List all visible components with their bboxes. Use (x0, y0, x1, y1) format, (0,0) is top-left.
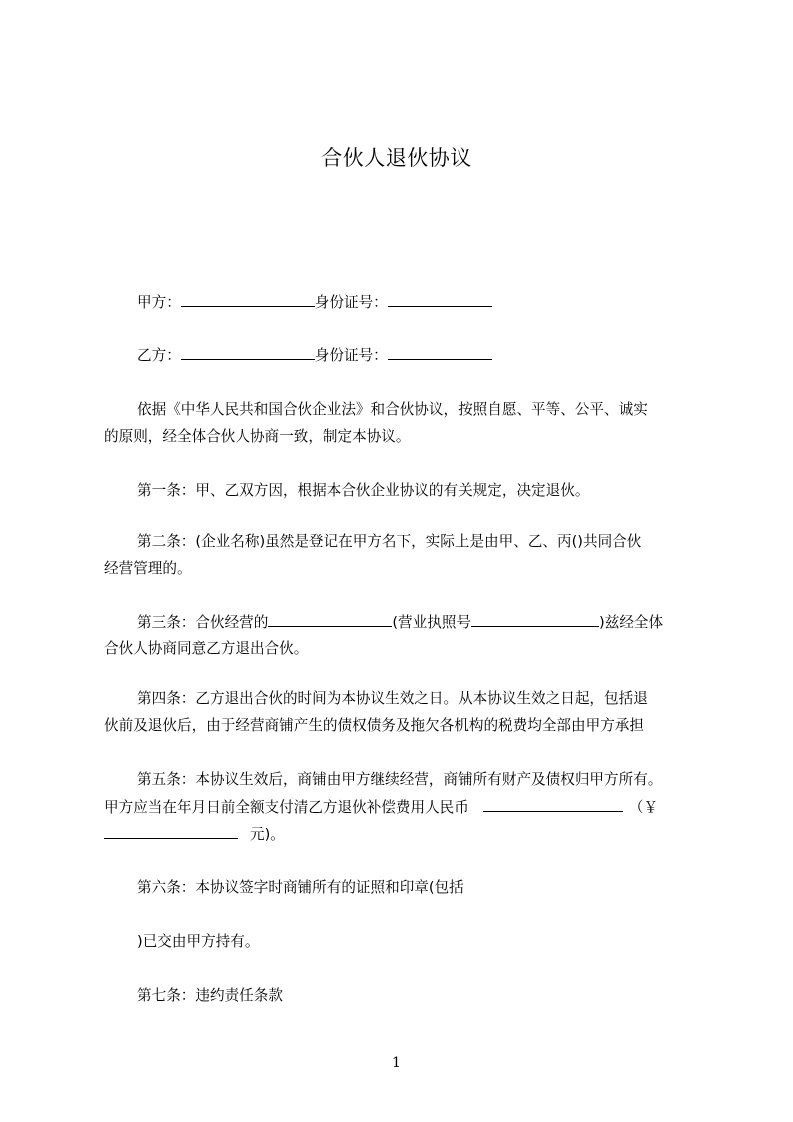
party-b-id-blank[interactable] (388, 346, 492, 360)
party-b-line (137, 346, 492, 365)
article-3-line-2: 合伙人协商同意乙方退出合伙。 (104, 640, 309, 657)
document-title: 合伙人退伙协议 (321, 146, 472, 170)
business-name-blank[interactable] (268, 613, 392, 627)
article-5-yuan: 元)。 (250, 826, 285, 843)
party-a-label: 甲方： (137, 294, 181, 311)
page-number: 1 (392, 1055, 401, 1071)
article-3-part-3: )兹经全体 (599, 614, 664, 631)
currency-symbol: （￥ (628, 799, 659, 816)
article-3-part-2: (营业执照号 (392, 614, 472, 631)
article-5-payment-text: 甲方应当在年月日前全额支付清乙方退伙补偿费用人民币 (104, 799, 469, 816)
amount-figure-blank[interactable] (104, 825, 238, 839)
preamble-line-1: 依据《中华人民共和国合伙企业法》和合伙协议，按照自愿、平等、公平、诚实 (137, 401, 648, 418)
article-1: 第一条：甲、乙双方因，根据本合伙企业协议的有关规定，决定退伙。 (137, 482, 590, 499)
article-5-line-2 (104, 798, 658, 817)
article-2-line-2: 经营管理的。 (104, 560, 192, 577)
article-5-line-1: 第五条：本协议生效后，商铺由甲方继续经营，商铺所有财产及债权归甲方所有。 (137, 771, 663, 788)
party-a-line (137, 293, 492, 312)
party-b-id-label: 身份证号： (314, 347, 388, 364)
article-5-line-3 (104, 825, 285, 844)
license-number-blank[interactable] (471, 613, 599, 627)
party-a-id-label: 身份证号： (314, 294, 388, 311)
article-4-line-1: 第四条：乙方退出合伙的时间为本协议生效之日。从本协议生效之日起，包括退 (137, 690, 648, 707)
article-4-line-2: 伙前及退伙后，由于经营商铺产生的债权债务及拖欠各机构的税费均全部由甲方承担 (104, 717, 644, 734)
article-3-line-1 (137, 613, 663, 632)
party-b-label: 乙方： (137, 347, 181, 364)
party-a-name-blank[interactable] (181, 293, 315, 307)
article-2-line-1: 第二条：(企业名称)虽然是登记在甲方名下，实际上是由甲、乙、丙()共同合伙 (137, 533, 642, 550)
article-6-line-1: 第六条：本协议签字时商铺所有的证照和印章(包括 (137, 879, 464, 896)
article-7: 第七条：违约责任条款 (137, 987, 283, 1004)
preamble-line-2: 的原则，经全体合伙人协商一致，制定本协议。 (104, 428, 411, 445)
amount-words-blank[interactable] (483, 798, 623, 812)
party-a-id-blank[interactable] (388, 293, 492, 307)
article-3-part-1: 第三条：合伙经营的 (137, 614, 269, 631)
party-b-name-blank[interactable] (181, 346, 315, 360)
article-6-line-2: )已交由甲方持有。 (137, 933, 260, 950)
